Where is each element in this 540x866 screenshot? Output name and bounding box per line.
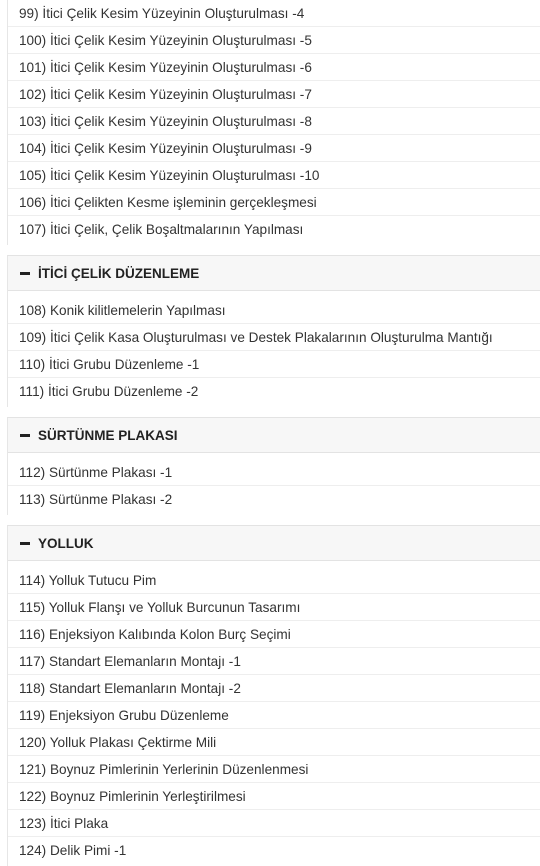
lesson-link[interactable]: 106) İtici Çelikten Kesme işleminin gerçekleşmesi: [8, 189, 540, 216]
lesson-link[interactable]: 99) İtici Çelik Kesim Yüzeyinin Oluşturulması -4: [8, 0, 540, 27]
lesson-list: [8, 291, 540, 407]
lesson-link[interactable]: 108) Konik kilitlemelerin Yapılması: [8, 297, 540, 324]
section-header[interactable]: [8, 256, 540, 291]
lesson-link[interactable]: 121) Boynuz Pimlerinin Yerlerinin Düzenlenmesi: [8, 756, 540, 783]
section-gap: [0, 407, 540, 417]
section-header[interactable]: [8, 526, 540, 561]
lesson-link[interactable]: 113) Sürtünme Plakası -2: [19, 492, 173, 507]
lesson-link[interactable]: 114) Yolluk Tutucu Pim: [8, 567, 540, 594]
minus-icon[interactable]: [20, 272, 30, 275]
lesson-link[interactable]: 117) Standart Elemanların Montajı -1: [8, 648, 540, 675]
section-title: YOLLUK: [38, 535, 94, 551]
lesson-link[interactable]: 109) İtici Çelik Kasa Oluşturulması ve Destek Plakalarının Oluşturulma Mantığı: [8, 324, 540, 351]
lesson-link[interactable]: 116) Enjeksiyon Kalıbında Kolon Burç Seçimi: [8, 621, 540, 648]
lesson-list: [8, 453, 540, 515]
lesson-list: [8, 561, 540, 866]
lesson-link[interactable]: 105) İtici Çelik Kesim Yüzeyinin Oluşturulması -10: [8, 162, 540, 189]
lesson-link[interactable]: 119) Enjeksiyon Grubu Düzenleme: [8, 702, 540, 729]
lesson-link[interactable]: 120) Yolluk Plakası Çektirme Mili: [8, 729, 540, 756]
lesson-link[interactable]: 112) Sürtünme Plakası -1: [8, 459, 540, 486]
lesson-link[interactable]: 115) Yolluk Flanşı ve Yolluk Burcunun Tasarımı: [8, 594, 540, 621]
lesson-link[interactable]: 123) İtici Plaka: [8, 810, 540, 837]
section-title: SÜRTÜNME PLAKASI: [38, 427, 178, 443]
lesson-link[interactable]: 110) İtici Grubu Düzenleme -1: [8, 351, 540, 378]
lesson-link[interactable]: 101) İtici Çelik Kesim Yüzeyinin Oluşturulması -6: [8, 54, 540, 81]
section-gap: [0, 245, 540, 255]
lesson-link[interactable]: 102) İtici Çelik Kesim Yüzeyinin Oluşturulması -7: [8, 81, 540, 108]
section-card: [7, 255, 540, 407]
section-header[interactable]: [8, 418, 540, 453]
section-card: [7, 0, 540, 245]
minus-icon[interactable]: [20, 542, 30, 545]
lesson-list: [8, 0, 540, 245]
lesson-link[interactable]: 118) Standart Elemanların Montajı -2: [8, 675, 540, 702]
lesson-link[interactable]: 100) İtici Çelik Kesim Yüzeyinin Oluşturulması -5: [8, 27, 540, 54]
lesson-link[interactable]: 104) İtici Çelik Kesim Yüzeyinin Oluşturulması -9: [8, 135, 540, 162]
minus-icon[interactable]: [20, 434, 30, 437]
section-gap: [0, 515, 540, 525]
lesson-link[interactable]: 107) İtici Çelik, Çelik Boşaltmalarının Yapılması: [19, 222, 304, 237]
section-title: İTİCİ ÇELİK DÜZENLEME: [38, 265, 200, 281]
section-card: [7, 417, 540, 515]
lesson-link[interactable]: 103) İtici Çelik Kesim Yüzeyinin Oluşturulması -8: [8, 108, 540, 135]
lesson-link[interactable]: 111) İtici Grubu Düzenleme -2: [19, 384, 199, 399]
section-card: [7, 525, 540, 866]
lesson-link[interactable]: 122) Boynuz Pimlerinin Yerleştirilmesi: [8, 783, 540, 810]
lesson-link[interactable]: 124) Delik Pimi -1: [19, 843, 127, 858]
